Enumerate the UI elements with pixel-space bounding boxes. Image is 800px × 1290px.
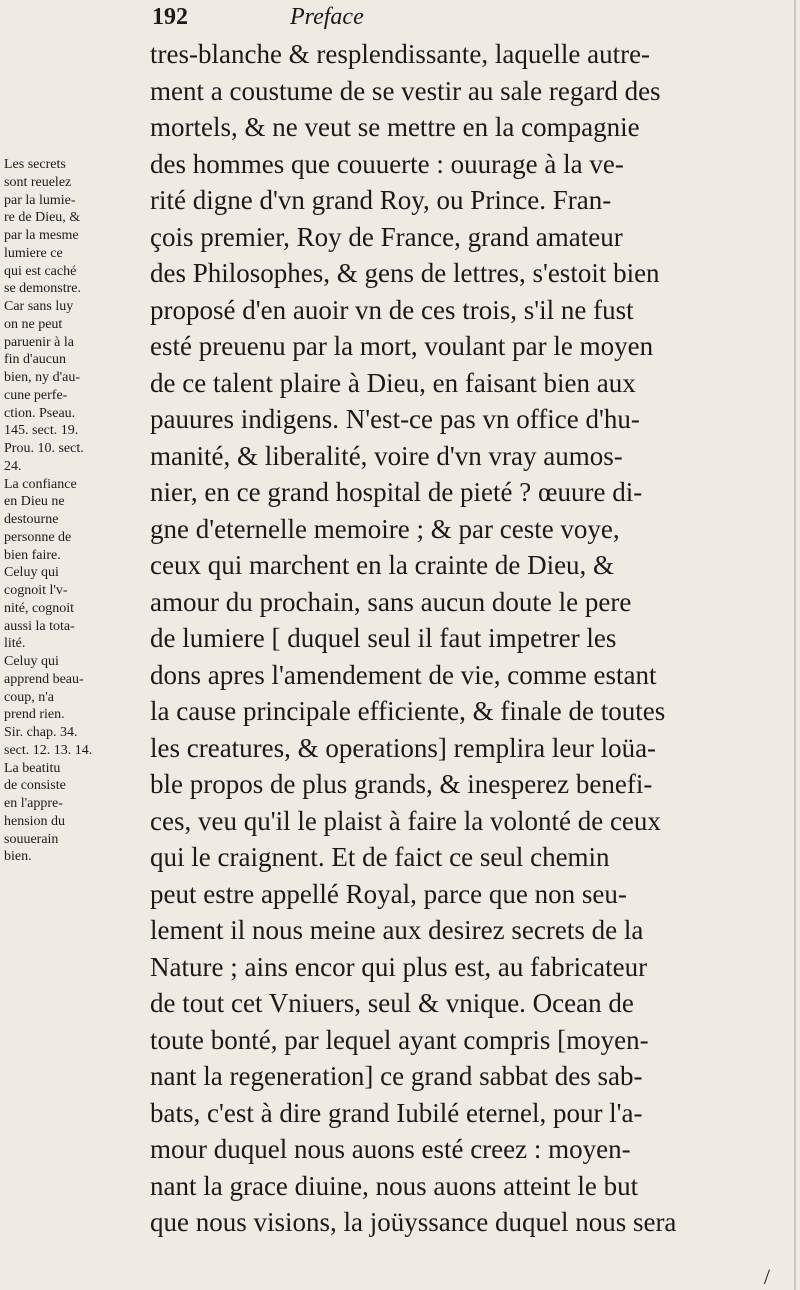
text-line: amour du prochain, sans aucun doute le pere: [150, 586, 632, 617]
margin-note-line: personne de: [4, 529, 72, 545]
text-line: manité, & liberalité, voire d'vn vray aumos-: [150, 440, 623, 471]
text-line: gne d'eternelle memoire ; & par ceste voye,: [150, 513, 620, 544]
margin-note-line: en l'appre-: [4, 796, 63, 811]
margin-note-line: sect. 12. 13. 14.: [4, 742, 93, 758]
text-line: mortels, & ne veut se mettre en la compagnie: [150, 112, 640, 142]
corner-mark: /: [763, 1264, 770, 1289]
margin-note-line: Celuy qui: [4, 565, 59, 581]
text-line: des hommes que couuerte : ouurage à la ve-: [150, 148, 624, 179]
text-line: nant la regeneration] ce grand sabbat des sab-: [150, 1061, 643, 1091]
text-line: la cause principale efficiente, & finale de toutes: [150, 696, 666, 726]
margin-note-line: cognoit l'v-: [4, 583, 68, 598]
text-line: nant la grace diuine, nous auons atteint le but: [150, 1170, 639, 1201]
margin-note-line: souuerain: [4, 831, 59, 847]
text-line: les creatures, & operations] remplira leur loüa-: [150, 732, 657, 763]
text-line: dons apres l'amendement de vie, comme estant: [150, 659, 657, 690]
margin-note-line: hension du: [4, 813, 66, 829]
text-line: toute bonté, par lequel ayant compris [moyen-: [150, 1024, 649, 1055]
margin-note-line: La confiance: [4, 476, 77, 492]
text-line: ces, veu qu'il le plaist à faire la volonté de ceux: [150, 805, 661, 836]
text-line: tres-blanche & resplendissante, laquelle autre-: [150, 39, 651, 69]
margin-note-line: paruenir à la: [4, 334, 74, 350]
text-line: rité digne d'vn grand Roy, ou Prince. Fran-: [150, 185, 612, 215]
margin-note-line: fin d'aucun: [4, 352, 67, 368]
margin-note-line: bien.: [4, 849, 32, 865]
text-line: ble propos de plus grands, & inesperez benefi-: [150, 769, 653, 799]
text-line: ceux qui marchent en la crainte de Dieu, &: [150, 550, 615, 580]
margin-note-line: coup, n'a: [4, 689, 54, 705]
margin-note-line: cune perfe-: [4, 387, 68, 403]
text-line: pauures indigens. N'est-ce pas vn office d'hu-: [150, 404, 640, 434]
margin-note-line: 145. sect. 19.: [4, 423, 79, 439]
page-header: [150, 2, 790, 32]
margin-note-line: aussi la tota-: [4, 618, 75, 634]
text-line: des Philosophes, & gens de lettres, s'estoit bien: [150, 258, 660, 288]
text-line: que nous visions, la joüyssance duquel nous sera: [150, 1207, 677, 1237]
margin-note-line: par la lumie-: [4, 192, 76, 208]
margin-note-line: re de Dieu, &: [4, 210, 81, 226]
text-line: peut estre appellé Royal, parce que non seu-: [150, 878, 627, 909]
margin-note-line: Prou. 10. sect.: [4, 441, 84, 456]
margin-note-line: Car sans luy: [4, 299, 74, 314]
running-title: Preface: [290, 4, 364, 30]
margin-note-line: bien faire.: [4, 547, 61, 563]
margin-note-line: Les secrets: [4, 157, 66, 172]
margin-note-line: Sir. chap. 34.: [4, 725, 78, 740]
text-line: bats, c'est à dire grand Iubilé eternel, pour l'a-: [150, 1097, 643, 1128]
margin-note-line: bien, ny d'au-: [4, 370, 81, 385]
text-line: mour duquel nous auons esté creez : moyen-: [150, 1134, 631, 1164]
text-line: proposé d'en auoir vn de ces trois, s'il ne fust: [150, 294, 634, 325]
margin-notes: [4, 156, 142, 866]
text-line: de lumiere [ duquel seul il faut impetrer les: [150, 623, 617, 653]
margin-note-line: se demonstre.: [4, 281, 81, 297]
margin-note-line: La beatitu: [4, 760, 61, 776]
margin-note-line: on ne peut: [4, 316, 63, 332]
margin-note-line: apprend beau-: [4, 671, 84, 687]
text-line: de ce talent plaire à Dieu, en faisant bien aux: [150, 367, 636, 398]
text-line: esté preuenu par la mort, voulant par le moyen: [150, 331, 654, 361]
margin-note-line: destourne: [4, 512, 59, 527]
text-line: ment a coustume de se vestir au sale regard des: [150, 75, 661, 106]
body-text: [150, 36, 790, 1241]
text-line: lement il nous meine aux desirez secrets de la: [150, 915, 644, 945]
margin-note-line: sont reuelez: [4, 174, 72, 190]
text-line: Nature ; ains encor qui plus est, au fabricateur: [150, 951, 648, 982]
margin-note-line: lumiere ce: [4, 245, 63, 261]
margin-note-line: prend rien.: [4, 707, 65, 723]
margin-note-line: nité, cognoit: [4, 600, 74, 616]
page-edge-rule: [794, 0, 796, 1290]
margin-note-line: en Dieu ne: [4, 494, 65, 510]
text-line: de tout cet Vniuers, seul & vnique. Ocean de: [150, 988, 634, 1018]
margin-note-line: par la mesme: [4, 228, 79, 243]
margin-note-line: 24.: [4, 458, 22, 474]
margin-note-line: de consiste: [4, 778, 66, 794]
text-line: qui le craignent. Et de faict ce seul chemin: [150, 842, 610, 872]
margin-note-line: ction. Pseau.: [4, 405, 76, 421]
margin-note-line: qui est caché: [4, 263, 77, 279]
text-line: nier, en ce grand hospital de pieté ? œuure di-: [150, 477, 643, 507]
margin-note-line: Celuy qui: [4, 654, 59, 669]
text-line: çois premier, Roy de France, grand amateur: [150, 221, 623, 252]
margin-note-line: lité.: [4, 636, 26, 652]
page-number: 192: [152, 4, 188, 30]
